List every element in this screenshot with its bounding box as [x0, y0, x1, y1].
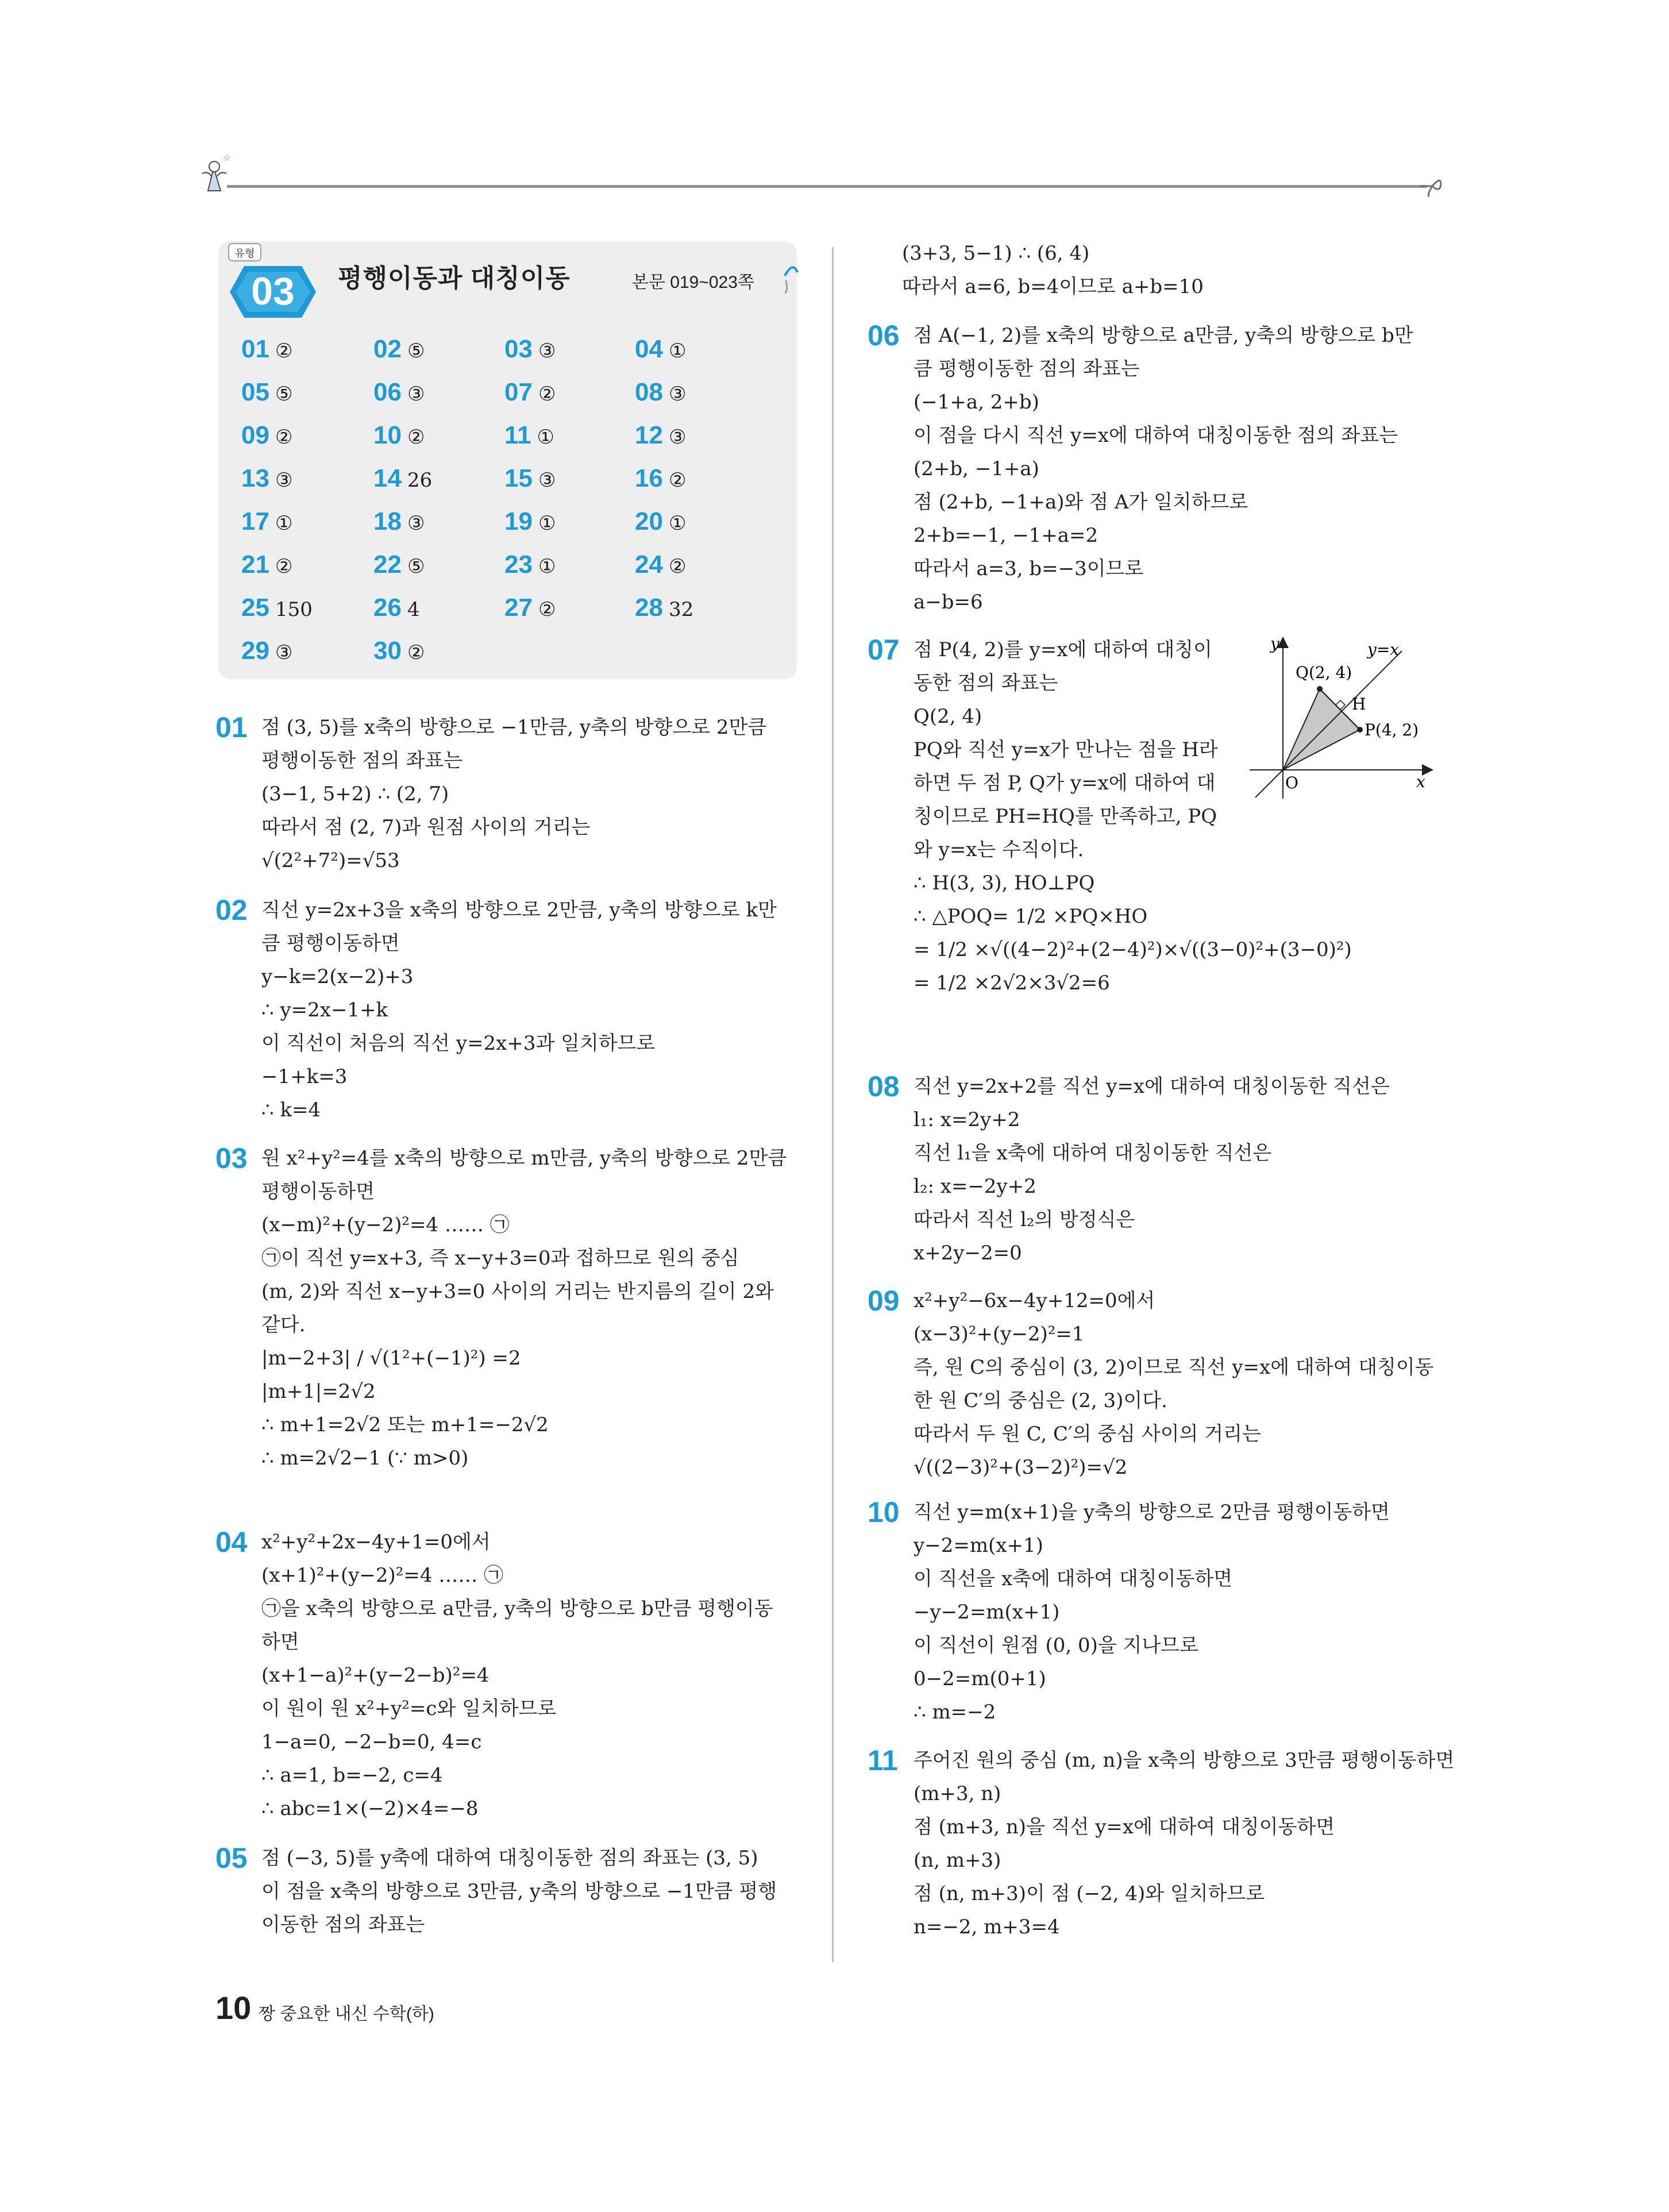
answer-value: ① [668, 512, 687, 535]
solution-number: 05 [215, 1842, 248, 1874]
solution-line: ∴ m=−2 [913, 1701, 996, 1724]
solution-line: 점 (n, m+3)이 점 (−2, 4)와 일치하므로 [913, 1882, 1265, 1905]
answer-value: ① [538, 512, 556, 535]
solution-line: 점 (2+b, −1+a)와 점 A가 일치하므로 [913, 491, 1248, 514]
answer-value: ③ [538, 469, 556, 492]
answer-number: 02 [373, 335, 402, 363]
solution-line: (m+3, n) [913, 1782, 1001, 1805]
graph-q-label: Q(2, 4) [1296, 663, 1352, 682]
solution-line: 직선 y=2x+2를 직선 y=x에 대하여 대칭이동한 직선은 [913, 1075, 1390, 1098]
answer-value: ② [407, 641, 425, 664]
answer-item [504, 593, 556, 622]
chapter-badge [224, 240, 322, 326]
answer-value: ① [537, 426, 554, 449]
answer-value: ③ [407, 512, 425, 535]
chapter-badge-label: 유형 [234, 248, 255, 259]
solution-08 [868, 1070, 1390, 1270]
solution-line: a−b=6 [913, 591, 983, 614]
answer-item [373, 507, 425, 535]
answer-item [635, 377, 686, 406]
solution-line: 따라서 직선 l₂의 방정식은 [913, 1208, 1135, 1231]
fairy-decoration-icon [196, 151, 237, 196]
answer-number: 11 [504, 421, 531, 449]
ribbon-decoration-icon [1418, 170, 1447, 199]
solution-line: x²+y²+2x−4y+1=0에서 [261, 1531, 491, 1554]
solution-number: 10 [868, 1496, 900, 1528]
solution-line: 이동한 점의 좌표는 [261, 1913, 425, 1936]
solution-line: 큼 평행이동한 점의 좌표는 [913, 357, 1140, 380]
solution-11 [868, 1744, 1454, 1944]
answer-value: ② [538, 598, 556, 621]
answer-value: ③ [275, 469, 293, 492]
answer-item [373, 464, 432, 492]
solution-line: 따라서 a=3, b=−3이므로 [913, 557, 1144, 580]
answer-number: 29 [241, 637, 269, 665]
answer-value: 32 [668, 598, 694, 621]
answer-value: ③ [538, 340, 556, 363]
answer-value: 4 [407, 598, 420, 621]
chapter-arrow-icon [783, 260, 800, 294]
solution-line: (x+1)²+(y−2)²=4 …… ㉠ [261, 1564, 504, 1587]
solution-line: (−1+a, 2+b) [913, 391, 1039, 414]
answer-item [504, 377, 556, 406]
solution-line: 한 원 C′의 중심은 (2, 3)이다. [913, 1389, 1167, 1412]
solution-line: 칭이므로 PH=HQ를 만족하고, PQ [913, 805, 1217, 828]
solution-line: ∴ m=2√2−1 (∵ m>0) [261, 1447, 469, 1470]
solution-line: √(2²+7²)=√53 [261, 849, 400, 872]
solution-number: 01 [215, 711, 248, 743]
answer-item [504, 507, 556, 535]
solution-line: ∴ H(3, 3), HO⊥PQ [913, 872, 1095, 895]
answer-value: ① [538, 555, 556, 578]
column-divider [832, 247, 834, 1962]
answer-number: 30 [373, 637, 402, 665]
solution-line: (x+1−a)²+(y−2−b)²=4 [261, 1664, 489, 1687]
solution-line: 와 y=x는 수직이다. [913, 838, 1084, 861]
answer-item [504, 421, 554, 449]
answer-number: 24 [635, 550, 663, 579]
solution-line: (x−3)²+(y−2)²=1 [913, 1323, 1085, 1346]
solution-line: (3−1, 5+2) ∴ (2, 7) [261, 783, 449, 806]
solution-line: 따라서 두 원 C, C′의 중심 사이의 거리는 [913, 1423, 1261, 1446]
solution-line: 따라서 a=6, b=4이므로 a+b=10 [902, 275, 1204, 298]
answer-item [635, 550, 686, 579]
answer-value: ② [538, 383, 556, 406]
answer-item [241, 334, 292, 363]
answer-value: ② [275, 340, 293, 363]
solution-line: √((2−3)²+(3−2)²)=√2 [913, 1456, 1128, 1479]
solution-line: 2+b=−1, −1+a=2 [913, 524, 1098, 547]
solution-line: ∴ a=1, b=−2, c=4 [261, 1764, 443, 1787]
answer-value: ⑤ [275, 383, 293, 406]
solution-number: 08 [868, 1070, 900, 1103]
solution-line: 이 직선을 x축에 대하여 대칭이동하면 [913, 1567, 1233, 1590]
answer-item [504, 550, 556, 579]
solution-line: l₁: x=2y+2 [913, 1108, 1020, 1131]
solution-05-continued [868, 237, 1204, 303]
answer-number: 15 [504, 464, 533, 492]
answer-value: ⑤ [407, 555, 425, 578]
solution-number: 03 [215, 1142, 248, 1174]
graph-line-label: y=x [1367, 640, 1400, 659]
answer-item [241, 464, 292, 492]
answer-number: 28 [635, 594, 663, 622]
answer-item [241, 377, 292, 406]
graph-p-label: P(4, 2) [1365, 720, 1419, 739]
graph-x-label: x [1416, 772, 1425, 791]
solution-line: ㉠이 직선 y=x+3, 즉 x−y+3=0과 접하므로 원의 중심 [261, 1247, 739, 1270]
solution-line: 이 점을 다시 직선 y=x에 대하여 대칭이동한 점의 좌표는 [913, 424, 1398, 447]
svg-text:☆: ☆ [223, 152, 232, 163]
solution-line: 이 점을 x축의 방향으로 3만큼, y축의 방향으로 −1만큼 평행 [261, 1880, 777, 1903]
solution-line: |m−2+3| / √(1²+(−1)²) =2 [261, 1347, 521, 1370]
answer-number: 09 [241, 421, 269, 449]
answer-value: ② [407, 426, 425, 449]
solution-line: 즉, 원 C의 중심이 (3, 2)이므로 직선 y=x에 대하여 대칭이동 [913, 1356, 1434, 1379]
solution-line: 원 x²+y²=4를 x축의 방향으로 m만큼, y축의 방향으로 2만큼 [261, 1147, 787, 1170]
solution-line: 점 (−3, 5)를 y축에 대하여 대칭이동한 점의 좌표는 (3, 5) [261, 1847, 758, 1870]
answer-item [241, 421, 292, 449]
solution-line: PQ와 직선 y=x가 만나는 점을 H라 [913, 738, 1218, 761]
solution-line: ㉠을 x축의 방향으로 a만큼, y축의 방향으로 b만큼 평행이동 [261, 1597, 773, 1620]
solution-line: 큼 평행이동하면 [261, 932, 400, 955]
answer-item [373, 377, 425, 406]
answer-item [635, 421, 686, 449]
solution-03 [215, 1142, 787, 1475]
solution-line: ∴ △POQ= 1/2 ×PQ×HO [913, 905, 1148, 928]
solution-line: ∴ y=2x−1+k [261, 999, 388, 1022]
solution-01 [215, 711, 766, 877]
answer-number: 22 [373, 550, 402, 579]
answer-number: 25 [241, 594, 269, 622]
solution-line: 점 A(−1, 2)를 x축의 방향으로 a만큼, y축의 방향으로 b만 [913, 324, 1413, 347]
solution-line: 점 (3, 5)를 x축의 방향으로 −1만큼, y축의 방향으로 2만큼 [261, 716, 767, 739]
answer-value: ② [275, 555, 293, 578]
chapter-number: 03 [251, 269, 295, 313]
graph-y-label: y [1270, 634, 1279, 653]
answer-item [241, 550, 292, 579]
book-title: 짱 중요한 내신 수학(하) [259, 2005, 434, 2024]
page-number: 10 [215, 1990, 252, 2026]
answer-value: ① [668, 340, 687, 363]
answer-item [635, 464, 686, 492]
solution-05 [215, 1841, 777, 1941]
solution-line: 주어진 원의 중심 (m, n)을 x축의 방향으로 3만큼 평행이동하면 [913, 1749, 1455, 1772]
solution-line: 직선 y=2x+3을 x축의 방향으로 2만큼, y축의 방향으로 k만 [261, 899, 777, 922]
solution-line: y−k=2(x−2)+3 [261, 965, 414, 988]
answer-item [635, 507, 686, 535]
answer-item [504, 334, 556, 363]
answer-number: 21 [241, 550, 269, 579]
top-rule [227, 185, 1427, 188]
solution-line: (n, m+3) [913, 1849, 1001, 1872]
solution-line: 점 P(4, 2)를 y=x에 대하여 대칭이 [913, 638, 1212, 661]
solution-line: ∴ m+1=2√2 또는 m+1=−2√2 [261, 1413, 549, 1436]
answer-number: 17 [241, 507, 269, 535]
answer-item [373, 593, 420, 622]
answer-item [373, 334, 425, 363]
solution-04 [215, 1525, 773, 1825]
answer-number: 01 [241, 335, 269, 363]
graph-origin-label: O [1285, 773, 1298, 792]
solution-line: 동한 점의 좌표는 [913, 672, 1058, 695]
solution-06 [868, 319, 1413, 619]
solution-line: 0−2=m(0+1) [913, 1667, 1046, 1690]
solution-line: (m, 2)와 직선 x−y+3=0 사이의 거리는 반지름의 길이 2와 [261, 1280, 774, 1303]
solution-line: y−2=m(x+1) [913, 1534, 1043, 1557]
answer-item [373, 636, 425, 665]
chapter-title: 평행이동과 대칭이동 [338, 264, 571, 292]
answer-number: 19 [504, 507, 533, 535]
solution-line: 따라서 점 (2, 7)과 원점 사이의 거리는 [261, 816, 591, 839]
answer-number: 18 [373, 507, 402, 535]
answer-number: 12 [635, 421, 663, 449]
solution-line: −1+k=3 [261, 1065, 348, 1088]
answer-value: 26 [407, 469, 433, 492]
solution-number: 06 [868, 319, 900, 352]
solution-line: ∴ k=4 [261, 1099, 321, 1122]
solution-line: |m+1|=2√2 [261, 1380, 376, 1403]
solution-line: 하면 [261, 1631, 299, 1654]
answer-value: ② [275, 426, 293, 449]
solution-number: 11 [868, 1744, 898, 1776]
answer-value: 150 [275, 598, 313, 621]
solution-line: n=−2, m+3=4 [913, 1916, 1060, 1939]
answer-number: 20 [635, 507, 663, 535]
chapter-page-reference: 본문 019~023쪽 [632, 273, 754, 292]
answer-item [241, 636, 292, 665]
answer-number: 14 [373, 464, 402, 492]
graph-h-label: H [1352, 695, 1366, 714]
answer-item [241, 593, 313, 622]
solution-number: 02 [215, 894, 248, 926]
solution-line: 1−a=0, −2−b=0, 4=c [261, 1731, 482, 1754]
answer-value: ③ [407, 383, 425, 406]
answer-value: ⑤ [407, 340, 425, 363]
solution-line: (3+3, 5−1) ∴ (6, 4) [902, 242, 1090, 265]
solution-line: 같다. [261, 1313, 306, 1336]
answer-number: 06 [373, 378, 402, 406]
answer-value: ② [668, 469, 687, 492]
solution-line: (2+b, −1+a) [913, 457, 1039, 480]
solution-line: 점 (m+3, n)을 직선 y=x에 대하여 대칭이동하면 [913, 1816, 1335, 1839]
answer-number: 27 [504, 594, 533, 622]
answer-number: 04 [635, 335, 663, 363]
answer-item [635, 334, 686, 363]
answer-number: 08 [635, 378, 663, 406]
answer-number: 07 [504, 378, 533, 406]
solution-line: x+2y−2=0 [913, 1242, 1022, 1265]
solution-line: = 1/2 ×2√2×3√2=6 [913, 972, 1110, 995]
point-p [1357, 727, 1363, 733]
answer-value: ③ [668, 426, 687, 449]
solution-number: 04 [215, 1526, 248, 1558]
answer-item [635, 593, 693, 622]
answer-number: 23 [504, 550, 533, 579]
answer-number: 03 [504, 335, 533, 363]
solution-number: 07 [868, 634, 900, 666]
solution-line: 이 직선이 원점 (0, 0)을 지나므로 [913, 1634, 1198, 1657]
solution-09 [868, 1284, 1434, 1484]
solution-line: l₂: x=−2y+2 [913, 1175, 1036, 1198]
point-q [1317, 686, 1323, 692]
solution-line: ∴ abc=1×(−2)×4=−8 [261, 1797, 479, 1820]
solution-line: 이 직선이 처음의 직선 y=2x+3과 일치하므로 [261, 1032, 656, 1055]
solution-line: = 1/2 ×√((4−2)²+(2−4)²)×√((3−0)²+(3−0)²) [913, 938, 1352, 961]
answer-number: 16 [635, 464, 663, 492]
answer-value: ① [275, 512, 293, 535]
solution-line: (x−m)²+(y−2)²=4 …… ㉠ [261, 1213, 510, 1236]
solution-line: 하면 두 점 P, Q가 y=x에 대하여 대 [913, 772, 1216, 795]
answer-number: 05 [241, 378, 269, 406]
answer-item [241, 507, 292, 535]
answer-item [373, 550, 425, 579]
answer-item [373, 421, 425, 449]
answer-value: ② [668, 555, 687, 578]
answer-number: 13 [241, 464, 269, 492]
answer-value: ③ [275, 641, 293, 664]
answer-value: ③ [668, 383, 687, 406]
reflection-graph [1244, 632, 1439, 804]
answer-item [504, 464, 556, 492]
answer-number: 10 [373, 421, 402, 449]
solution-02 [215, 893, 777, 1127]
solution-line: Q(2, 4) [913, 705, 982, 728]
solution-line: 직선 l₁을 x축에 대하여 대칭이동한 직선은 [913, 1142, 1272, 1165]
solution-line: 직선 y=m(x+1)을 y축의 방향으로 2만큼 평행이동하면 [913, 1501, 1390, 1524]
solution-line: 평행이동한 점의 좌표는 [261, 749, 463, 772]
solution-line: x²+y²−6x−4y+12=0에서 [913, 1289, 1155, 1312]
answer-number: 26 [373, 594, 402, 622]
solution-line: 평행이동하면 [261, 1180, 375, 1203]
solution-line: 이 원이 원 x²+y²=c와 일치하므로 [261, 1697, 557, 1720]
solution-line: −y−2=m(x+1) [913, 1601, 1060, 1624]
solution-number: 09 [868, 1285, 900, 1317]
solution-10 [868, 1496, 1390, 1729]
